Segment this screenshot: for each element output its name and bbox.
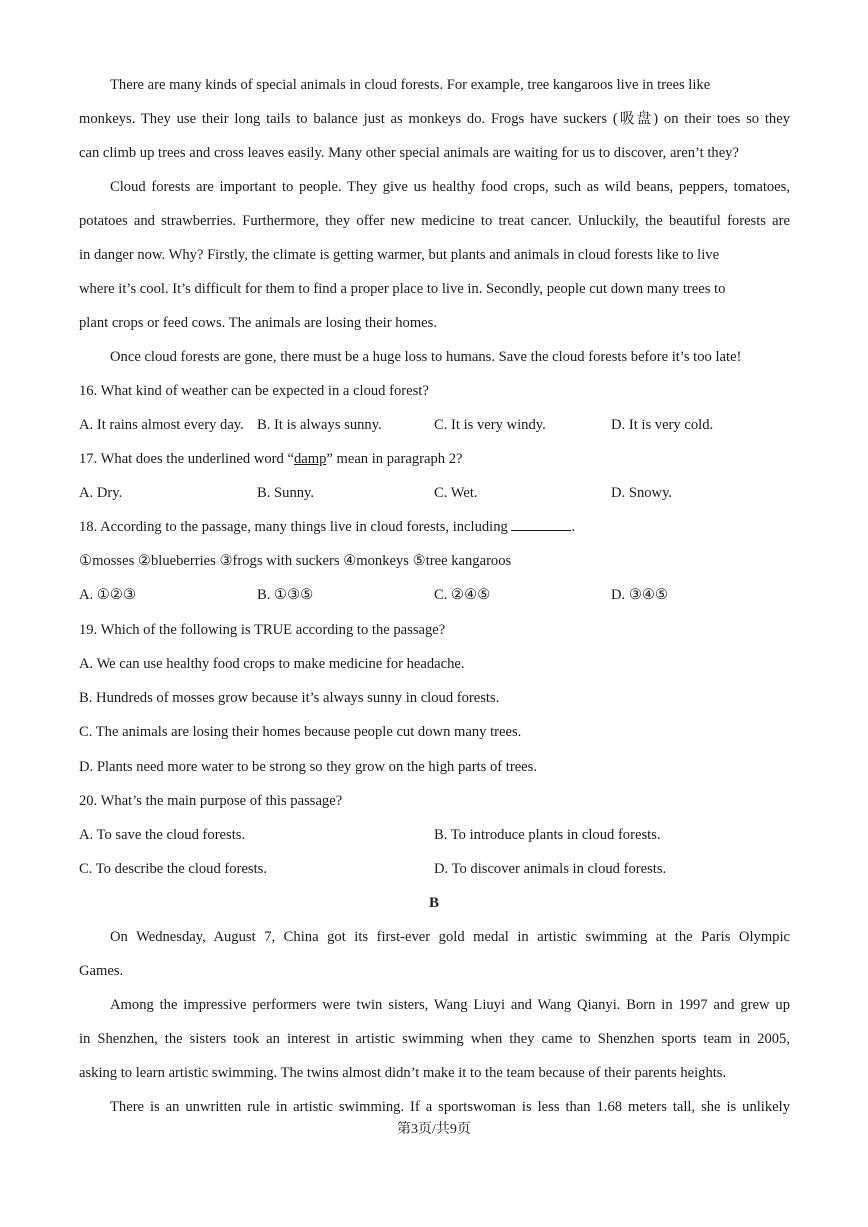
q18-option-b: B. ①③⑤ xyxy=(257,587,314,603)
q18-option-c: C. ②④⑤ xyxy=(434,587,491,603)
passage-b-p2-line-1: Among the impressive performers were twin sisters, Wang Liuyi and Wang Qianyi. Born in 1997 and grew up xyxy=(110,997,790,1013)
passage-a-p2-line-1: Cloud forests are important to people. They give us healthy food crops, such as wild beans, peppers, tomatoes, xyxy=(110,179,790,195)
q18-option-a: A. ①②③ xyxy=(79,587,137,603)
q16-option-c: C. It is very windy. xyxy=(434,417,546,433)
passage-a-p2-line-4: where it’s cool. It’s difficult for them to find a proper place to live in. Secondly, people cut down many trees to xyxy=(79,281,726,297)
q20-option-b: B. To introduce plants in cloud forests. xyxy=(434,827,661,843)
q18-stem: 18. According to the passage, many things live in cloud forests, including . xyxy=(79,519,576,535)
passage-a-p3: Once cloud forests are gone, there must be a huge loss to humans. Save the cloud forests before it’s too late! xyxy=(110,349,742,365)
q17-option-b: B. Sunny. xyxy=(257,485,315,501)
passage-a-p2-line-5: plant crops or feed cows. The animals are losing their homes. xyxy=(79,315,437,331)
q16-option-b: B. It is always sunny. xyxy=(257,417,382,433)
q18-answer-blank xyxy=(511,518,571,531)
q18-stem-text: 18. According to the passage, many things live in cloud forests, including xyxy=(79,519,508,535)
q20-option-d: D. To discover animals in cloud forests. xyxy=(434,861,667,877)
q19-option-b: B. Hundreds of mosses grow because it’s always sunny in cloud forests. xyxy=(79,690,500,706)
page-footer: 第3页/共9页 xyxy=(397,1122,471,1137)
q17-option-a: A. Dry. xyxy=(79,485,123,501)
passage-b-p2-line-3: asking to learn artistic swimming. The twins almost didn’t make it to the team because of their parents heights. xyxy=(79,1065,727,1081)
passage-b-p2-line-2: in Shenzhen, the sisters took an interest in artistic swimming when they came to Shenzhen sports team in 2005, xyxy=(79,1031,790,1047)
q17-option-c: C. Wet. xyxy=(434,485,478,501)
q20-option-a: A. To save the cloud forests. xyxy=(79,827,246,843)
passage-b-p1-line-2: Games. xyxy=(79,963,124,979)
q16-option-d: D. It is very cold. xyxy=(611,417,714,433)
q17-underlined-word: damp xyxy=(293,451,327,467)
q20-stem: 20. What’s the main purpose of this passage? xyxy=(79,793,343,809)
q20-option-c: C. To describe the cloud forests. xyxy=(79,861,267,877)
passage-b-p3-line-1: There is an unwritten rule in artistic swimming. If a sportswoman is less than 1.68 meters tall, she is unlikely xyxy=(110,1099,790,1115)
passage-a-p2-line-3: in danger now. Why? Firstly, the climate is getting warmer, but plants and animals in cloud forests like to live xyxy=(79,247,720,263)
q16-stem: 16. What kind of weather can be expected in a cloud forest? xyxy=(79,383,429,399)
q17-stem-before: 17. What does the underlined word “ xyxy=(79,451,294,467)
passage-a-p2-line-2: potatoes and strawberries. Furthermore, they offer new medicine to treat cancer. Unluckily, the beautiful forests are xyxy=(79,213,790,229)
passage-a-p1-line-1: There are many kinds of special animals in cloud forests. For example, tree kangaroos live in trees like xyxy=(110,77,711,93)
passage-a-p1-line-3: can climb up trees and cross leaves easily. Many other special animals are waiting for us to discover, aren’t they? xyxy=(79,145,739,161)
passage-a-p1-line-2: monkeys. They use their long tails to balance just as monkeys do. Frogs have suckers (吸盘) on their toes so they xyxy=(79,111,790,127)
q17-stem xyxy=(79,449,790,469)
passage-b-heading: B xyxy=(428,895,439,911)
q18-items: ①mosses ②blueberries ③frogs with suckers ④monkeys ⑤tree kangaroos xyxy=(79,553,512,569)
q18-option-d: D. ③④⑤ xyxy=(611,587,669,603)
q19-option-c: C. The animals are losing their homes because people cut down many trees. xyxy=(79,724,522,740)
passage-b-p1-line-1: On Wednesday, August 7, China got its first-ever gold medal in artistic swimming at the Paris Olympic xyxy=(110,929,790,945)
q16-option-a: A. It rains almost every day. xyxy=(79,417,244,433)
q17-stem-after: ” mean in paragraph 2? xyxy=(326,451,463,467)
q19-option-a: A. We can use healthy food crops to make medicine for headache. xyxy=(79,656,465,672)
q17-option-d: D. Snowy. xyxy=(611,485,673,501)
q19-stem: 19. Which of the following is TRUE according to the passage? xyxy=(79,622,446,638)
q19-option-d: D. Plants need more water to be strong so they grow on the high parts of trees. xyxy=(79,759,537,775)
